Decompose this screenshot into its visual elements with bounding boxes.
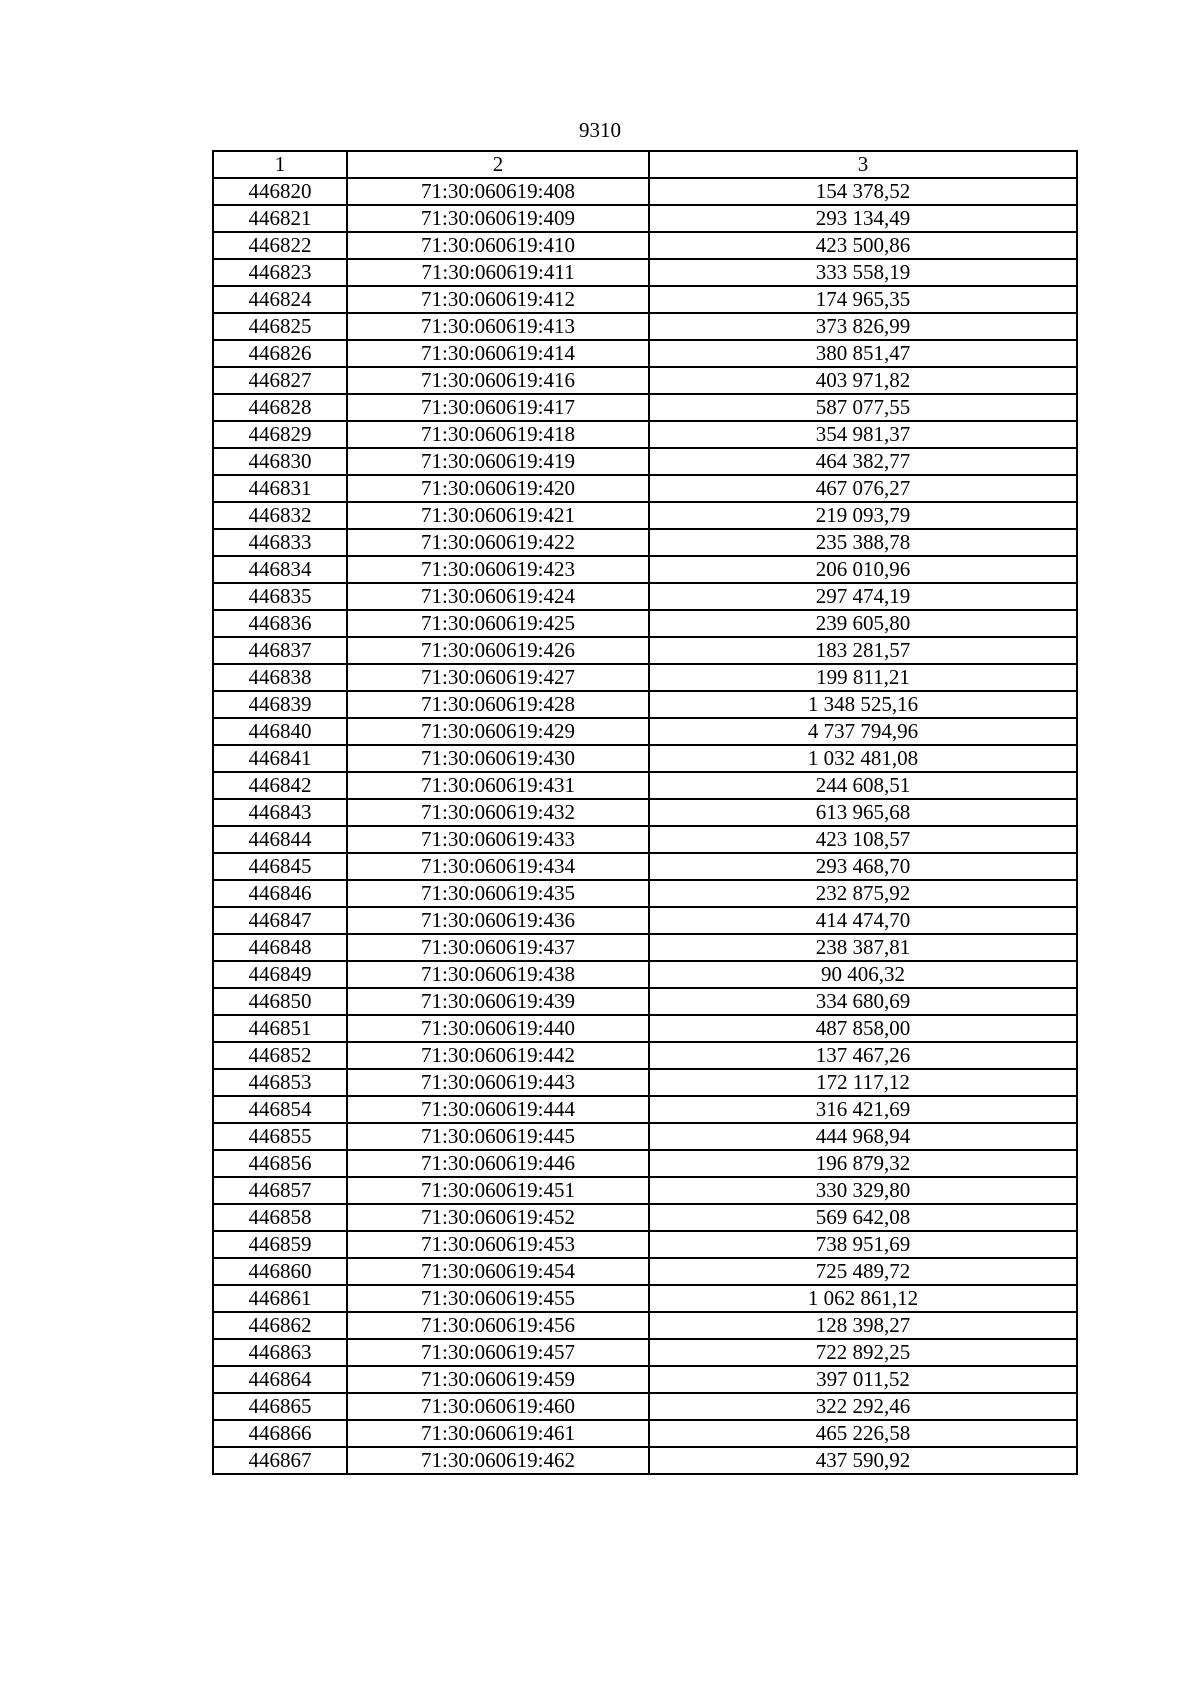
cadastral-number-cell: 71:30:060619:439 (347, 988, 649, 1015)
cadastral-number-cell: 71:30:060619:442 (347, 1042, 649, 1069)
row-number-cell: 446826 (213, 340, 347, 367)
table-row (213, 1015, 1077, 1042)
row-number-cell: 446827 (213, 367, 347, 394)
cadastral-value-cell: 154 378,52 (649, 178, 1077, 205)
cadastral-value-cell: 465 226,58 (649, 1420, 1077, 1447)
cadastral-number-cell: 71:30:060619:434 (347, 853, 649, 880)
table-row (213, 367, 1077, 394)
cadastral-number-cell: 71:30:060619:453 (347, 1231, 649, 1258)
row-number-cell: 446865 (213, 1393, 347, 1420)
cadastral-number-cell: 71:30:060619:454 (347, 1258, 649, 1285)
row-number-cell: 446822 (213, 232, 347, 259)
cadastral-value-cell: 467 076,27 (649, 475, 1077, 502)
cadastral-value-cell: 235 388,78 (649, 529, 1077, 556)
cadastral-number-cell: 71:30:060619:420 (347, 475, 649, 502)
cadastral-number-cell: 71:30:060619:426 (347, 637, 649, 664)
cadastral-number-cell: 71:30:060619:443 (347, 1069, 649, 1096)
cadastral-value-cell: 423 500,86 (649, 232, 1077, 259)
table-row (213, 664, 1077, 691)
table-row (213, 1231, 1077, 1258)
cadastral-value-cell: 333 558,19 (649, 259, 1077, 286)
table-row (213, 205, 1077, 232)
cadastral-number-cell: 71:30:060619:437 (347, 934, 649, 961)
cadastral-number-cell: 71:30:060619:428 (347, 691, 649, 718)
cadastral-number-cell: 71:30:060619:460 (347, 1393, 649, 1420)
page-number: 9310 (579, 118, 621, 142)
cadastral-number-cell: 71:30:060619:462 (347, 1447, 649, 1474)
table-row (213, 394, 1077, 421)
row-number-cell: 446857 (213, 1177, 347, 1204)
cadastral-number-cell: 71:30:060619:436 (347, 907, 649, 934)
cadastral-value-cell: 316 421,69 (649, 1096, 1077, 1123)
cadastral-number-cell: 71:30:060619:411 (347, 259, 649, 286)
cadastral-number-cell: 71:30:060619:433 (347, 826, 649, 853)
row-number-cell: 446835 (213, 583, 347, 610)
column-header-2: 2 (347, 151, 649, 178)
cadastral-number-cell: 71:30:060619:419 (347, 448, 649, 475)
cadastral-value-cell: 1 032 481,08 (649, 745, 1077, 772)
cadastral-value-cell: 403 971,82 (649, 367, 1077, 394)
table-row (213, 556, 1077, 583)
cadastral-value-cell: 4 737 794,96 (649, 718, 1077, 745)
cadastral-number-cell: 71:30:060619:457 (347, 1339, 649, 1366)
table-header-row (213, 151, 1077, 178)
table-row (213, 637, 1077, 664)
cadastral-value-cell: 373 826,99 (649, 313, 1077, 340)
row-number-cell: 446859 (213, 1231, 347, 1258)
cadastral-number-cell: 71:30:060619:452 (347, 1204, 649, 1231)
table-row (213, 286, 1077, 313)
table-row (213, 1177, 1077, 1204)
row-number-cell: 446830 (213, 448, 347, 475)
row-number-cell: 446856 (213, 1150, 347, 1177)
table-row (213, 448, 1077, 475)
table-row (213, 745, 1077, 772)
table-row (213, 475, 1077, 502)
row-number-cell: 446852 (213, 1042, 347, 1069)
cadastral-number-cell: 71:30:060619:414 (347, 340, 649, 367)
cadastral-value-cell: 238 387,81 (649, 934, 1077, 961)
table-row (213, 1339, 1077, 1366)
row-number-cell: 446839 (213, 691, 347, 718)
cadastral-value-cell: 183 281,57 (649, 637, 1077, 664)
row-number-cell: 446840 (213, 718, 347, 745)
cadastral-value-cell: 444 968,94 (649, 1123, 1077, 1150)
cadastral-value-cell: 380 851,47 (649, 340, 1077, 367)
table-body (213, 178, 1077, 1474)
cadastral-value-cell: 423 108,57 (649, 826, 1077, 853)
cadastral-value-cell: 722 892,25 (649, 1339, 1077, 1366)
row-number-cell: 446824 (213, 286, 347, 313)
cadastral-value-cell: 239 605,80 (649, 610, 1077, 637)
cadastral-value-cell: 199 811,21 (649, 664, 1077, 691)
cadastral-value-cell: 464 382,77 (649, 448, 1077, 475)
row-number-cell: 446823 (213, 259, 347, 286)
cadastral-value-cell: 569 642,08 (649, 1204, 1077, 1231)
row-number-cell: 446843 (213, 799, 347, 826)
cadastral-value-cell: 414 474,70 (649, 907, 1077, 934)
row-number-cell: 446837 (213, 637, 347, 664)
table-row (213, 1204, 1077, 1231)
table-row (213, 880, 1077, 907)
table-row (213, 1042, 1077, 1069)
row-number-cell: 446866 (213, 1420, 347, 1447)
cadastral-value-cell: 487 858,00 (649, 1015, 1077, 1042)
table-header (213, 151, 1077, 178)
cadastral-value-cell: 293 468,70 (649, 853, 1077, 880)
row-number-cell: 446846 (213, 880, 347, 907)
cadastral-number-cell: 71:30:060619:425 (347, 610, 649, 637)
row-number-cell: 446844 (213, 826, 347, 853)
row-number-cell: 446863 (213, 1339, 347, 1366)
table-row (213, 1420, 1077, 1447)
row-number-cell: 446850 (213, 988, 347, 1015)
cadastral-number-cell: 71:30:060619:445 (347, 1123, 649, 1150)
cadastral-value-cell: 587 077,55 (649, 394, 1077, 421)
cadastral-number-cell: 71:30:060619:417 (347, 394, 649, 421)
row-number-cell: 446861 (213, 1285, 347, 1312)
cadastral-number-cell: 71:30:060619:429 (347, 718, 649, 745)
row-number-cell: 446864 (213, 1366, 347, 1393)
table-row (213, 1366, 1077, 1393)
row-number-cell: 446838 (213, 664, 347, 691)
cadastral-value-cell: 1 348 525,16 (649, 691, 1077, 718)
row-number-cell: 446842 (213, 772, 347, 799)
cadastral-number-cell: 71:30:060619:440 (347, 1015, 649, 1042)
cadastral-number-cell: 71:30:060619:432 (347, 799, 649, 826)
table-row (213, 529, 1077, 556)
row-number-cell: 446828 (213, 394, 347, 421)
table-row (213, 934, 1077, 961)
cadastral-number-cell: 71:30:060619:409 (347, 205, 649, 232)
cadastral-number-cell: 71:30:060619:424 (347, 583, 649, 610)
cadastral-value-cell: 293 134,49 (649, 205, 1077, 232)
row-number-cell: 446858 (213, 1204, 347, 1231)
cadastral-number-cell: 71:30:060619:431 (347, 772, 649, 799)
row-number-cell: 446841 (213, 745, 347, 772)
table-row (213, 826, 1077, 853)
column-header-1: 1 (213, 151, 347, 178)
table-row (213, 421, 1077, 448)
cadastral-number-cell: 71:30:060619:408 (347, 178, 649, 205)
table-row (213, 718, 1077, 745)
table-row (213, 178, 1077, 205)
cadastral-value-cell: 206 010,96 (649, 556, 1077, 583)
cadastral-value-cell: 174 965,35 (649, 286, 1077, 313)
cadastral-number-cell: 71:30:060619:416 (347, 367, 649, 394)
cadastral-number-cell: 71:30:060619:459 (347, 1366, 649, 1393)
cadastral-number-cell: 71:30:060619:418 (347, 421, 649, 448)
row-number-cell: 446867 (213, 1447, 347, 1474)
cadastral-value-cell: 613 965,68 (649, 799, 1077, 826)
row-number-cell: 446834 (213, 556, 347, 583)
table-row (213, 691, 1077, 718)
cadastral-value-cell: 330 329,80 (649, 1177, 1077, 1204)
cadastral-number-cell: 71:30:060619:422 (347, 529, 649, 556)
cadastral-value-cell: 354 981,37 (649, 421, 1077, 448)
row-number-cell: 446848 (213, 934, 347, 961)
row-number-cell: 446825 (213, 313, 347, 340)
cadastral-value-cell: 219 093,79 (649, 502, 1077, 529)
table-row (213, 232, 1077, 259)
table-row (213, 988, 1077, 1015)
cadastral-value-cell: 90 406,32 (649, 961, 1077, 988)
cadastral-number-cell: 71:30:060619:423 (347, 556, 649, 583)
cadastral-number-cell: 71:30:060619:444 (347, 1096, 649, 1123)
table-row (213, 313, 1077, 340)
cadastral-value-cell: 1 062 861,12 (649, 1285, 1077, 1312)
table-row (213, 1285, 1077, 1312)
cadastral-number-cell: 71:30:060619:455 (347, 1285, 649, 1312)
cadastral-value-cell: 232 875,92 (649, 880, 1077, 907)
table-row (213, 340, 1077, 367)
cadastral-value-table (212, 150, 1078, 1475)
cadastral-value-cell: 334 680,69 (649, 988, 1077, 1015)
column-header-3: 3 (649, 151, 1077, 178)
table-row (213, 1150, 1077, 1177)
table-row (213, 1096, 1077, 1123)
row-number-cell: 446860 (213, 1258, 347, 1285)
table-row (213, 772, 1077, 799)
table-row (213, 502, 1077, 529)
cadastral-value-cell: 128 398,27 (649, 1312, 1077, 1339)
row-number-cell: 446845 (213, 853, 347, 880)
table-row (213, 1258, 1077, 1285)
cadastral-value-cell: 172 117,12 (649, 1069, 1077, 1096)
table-row (213, 961, 1077, 988)
row-number-cell: 446833 (213, 529, 347, 556)
cadastral-number-cell: 71:30:060619:461 (347, 1420, 649, 1447)
cadastral-value-cell: 397 011,52 (649, 1366, 1077, 1393)
table-row (213, 583, 1077, 610)
cadastral-value-cell: 738 951,69 (649, 1231, 1077, 1258)
row-number-cell: 446849 (213, 961, 347, 988)
table-row (213, 610, 1077, 637)
cadastral-number-cell: 71:30:060619:427 (347, 664, 649, 691)
cadastral-value-cell: 297 474,19 (649, 583, 1077, 610)
cadastral-number-cell: 71:30:060619:413 (347, 313, 649, 340)
cadastral-value-cell: 725 489,72 (649, 1258, 1077, 1285)
row-number-cell: 446854 (213, 1096, 347, 1123)
table-row (213, 1123, 1077, 1150)
cadastral-number-cell: 71:30:060619:438 (347, 961, 649, 988)
row-number-cell: 446832 (213, 502, 347, 529)
row-number-cell: 446829 (213, 421, 347, 448)
cadastral-number-cell: 71:30:060619:421 (347, 502, 649, 529)
cadastral-value-cell: 244 608,51 (649, 772, 1077, 799)
cadastral-value-cell: 137 467,26 (649, 1042, 1077, 1069)
table-row (213, 259, 1077, 286)
row-number-cell: 446855 (213, 1123, 347, 1150)
table-row (213, 907, 1077, 934)
row-number-cell: 446853 (213, 1069, 347, 1096)
row-number-cell: 446821 (213, 205, 347, 232)
cadastral-number-cell: 71:30:060619:412 (347, 286, 649, 313)
row-number-cell: 446836 (213, 610, 347, 637)
cadastral-number-cell: 71:30:060619:435 (347, 880, 649, 907)
cadastral-value-cell: 322 292,46 (649, 1393, 1077, 1420)
table-row (213, 1447, 1077, 1474)
cadastral-number-cell: 71:30:060619:430 (347, 745, 649, 772)
row-number-cell: 446862 (213, 1312, 347, 1339)
cadastral-number-cell: 71:30:060619:451 (347, 1177, 649, 1204)
row-number-cell: 446847 (213, 907, 347, 934)
row-number-cell: 446831 (213, 475, 347, 502)
table-row (213, 853, 1077, 880)
row-number-cell: 446851 (213, 1015, 347, 1042)
table-row (213, 1393, 1077, 1420)
cadastral-number-cell: 71:30:060619:410 (347, 232, 649, 259)
table-row (213, 799, 1077, 826)
cadastral-number-cell: 71:30:060619:446 (347, 1150, 649, 1177)
row-number-cell: 446820 (213, 178, 347, 205)
cadastral-value-cell: 437 590,92 (649, 1447, 1077, 1474)
table-row (213, 1312, 1077, 1339)
cadastral-number-cell: 71:30:060619:456 (347, 1312, 649, 1339)
table-row (213, 1069, 1077, 1096)
cadastral-value-cell: 196 879,32 (649, 1150, 1077, 1177)
